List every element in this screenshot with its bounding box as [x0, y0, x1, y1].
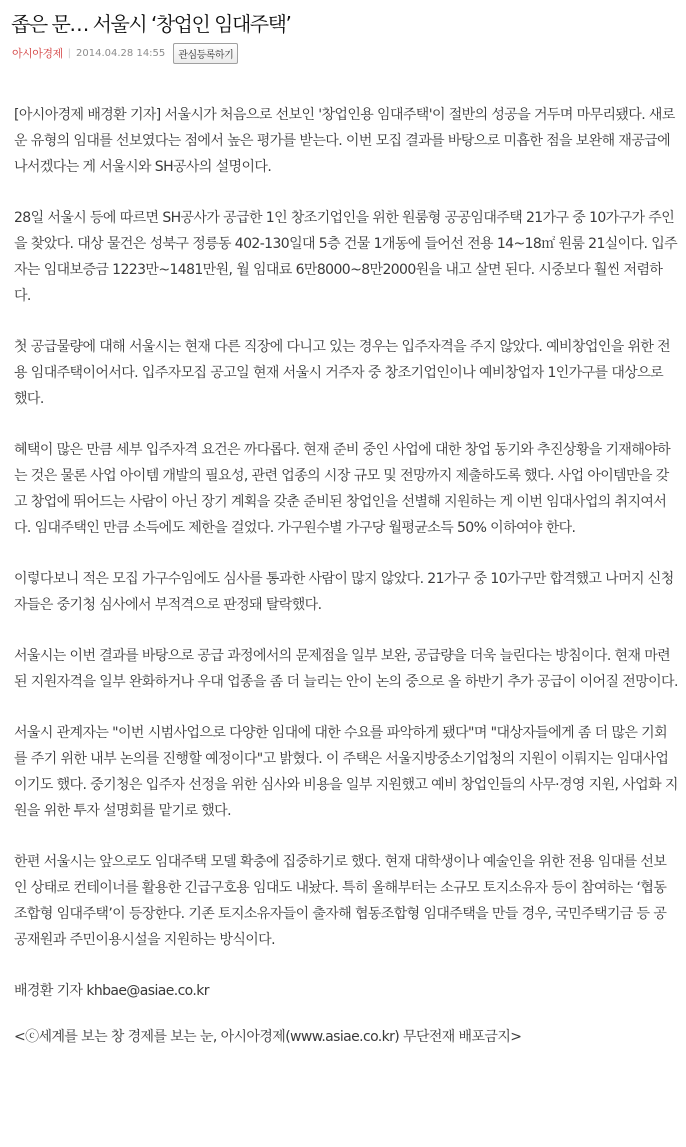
interest-register-button[interactable]: 관심등록하기 [173, 43, 238, 64]
article-paragraph: [아시아경제 배경환 기자] 서울시가 처음으로 선보인 '창업인용 임대주택'이 절반의 성공을 거두며 마무리됐다. 새로운 유형의 임대를 선보였다는 점에서 높은 평가를 받는다. 이번 모집 결과를 바탕으로 미흡한 점을 보완해 재공급에 나서겠다는 게 서울시와 SH공사의 설명이다. [14, 107, 675, 175]
article-body [14, 102, 678, 1050]
publish-date: 2014.04.28 14:55 [76, 47, 166, 59]
reporter-byline: 배경환 기자 khbae@asiae.co.kr [14, 983, 209, 999]
article-paragraph: 28일 서울시 등에 따르면 SH공사가 공급한 1인 창조기업인을 위한 원룸형 공공임대주택 21가구 중 10가구가 주인을 찾았다. 대상 물건은 성북구 정릉동 402-130일대 5층 건물 1개동에 들어선 전용 14~18㎡ 원룸 21실이다. 입주자는 임대보증금 1223만~1481만원, 월 임대료 6만8000~8만2000원을 내고 살면 된다. 시중보다 훨씬 저렴하다. [14, 210, 678, 304]
article-paragraph: 첫 공급물량에 대해 서울시는 현재 다른 직장에 다니고 있는 경우는 입주자격을 주지 않았다. 예비창업인을 위한 전용 임대주택이어서다. 입주자모집 공고일 현재 서울시 거주자 중 창조기업인이나 예비창업자 1인가구를 대상으로 했다. [14, 339, 671, 407]
article-meta [12, 43, 238, 63]
article-paragraph: 서울시 관계자는 "이번 시범사업으로 다양한 임대에 대한 수요를 파악하게 됐다"며 "대상자들에게 좀 더 많은 기회를 주기 위한 내부 논의를 진행할 예정이다"고 밝혔다. 이 주택은 서울지방중소기업청의 지원이 이뤄지는 임대사업이기도 했다. 중기청은 입주자 선정을 위한 심사와 비용을 일부 지원했고 예비 창업인들의 사무·경영 지원, 사업화 지원을 위한 투자 설명회를 맡기로 했다. [14, 725, 678, 819]
article-paragraph: 서울시는 이번 결과를 바탕으로 공급 과정에서의 문제점을 일부 보완, 공급량을 더욱 늘린다는 방침이다. 현재 마련된 지원자격을 일부 완화하거나 우대 업종을 좀 더 늘리는 안이 논의 중으로 올 하반기 추가 공급이 이어질 전망이다. [14, 648, 678, 690]
article-paragraph: 이렇다보니 적은 모집 가구수임에도 심사를 통과한 사람이 많지 않았다. 21가구 중 10가구만 합격했고 나머지 신청자들은 중기청 심사에서 부적격으로 판정돼 탈락했다. [14, 571, 674, 613]
news-source[interactable]: 아시아경제 [12, 47, 63, 60]
meta-separator: | [67, 47, 72, 59]
copyright-notice: <ⓒ세계를 보는 창 경제를 보는 눈, 아시아경제(www.asiae.co.kr) 무단전재 배포금지> [14, 1029, 522, 1045]
article-paragraph: 한편 서울시는 앞으로도 임대주택 모델 확충에 집중하기로 했다. 현재 대학생이나 예술인을 위한 전용 임대를 선보인 상태로 컨테이너를 활용한 긴급구호용 임대도 내놨다. 특히 올해부터는 소규모 토지소유자 등이 참여하는 ‘협동조합형 임대주택’이 등장한다. 기존 토지소유자들이 출자해 협동조합형 임대주택을 만들 경우, 국민주택기금 등 공공재원과 주민이용시설을 지원하는 방식이다. [14, 854, 667, 948]
article-title: 좁은 문… 서울시 ‘창업인 임대주택’ [11, 12, 291, 36]
article-paragraph: 혜택이 많은 만큼 세부 입주자격 요건은 까다롭다. 현재 준비 중인 사업에 대한 창업 동기와 추진상황을 기재해야하는 것은 물론 사업 아이템 개발의 필요성, 관련 업종의 시장 규모 및 전망까지 제출하도록 했다. 사업 아이템만을 갖고 창업에 뛰어드는 사람이 아닌 장기 계획을 갖춘 준비된 창업인을 선별해 지원하는 게 이번 임대사업의 취지여서다. 임대주택인 만큼 소득에도 제한을 걸었다. 가구원수별 가구당 월평균소득 50% 이하여야 한다. [14, 442, 671, 536]
